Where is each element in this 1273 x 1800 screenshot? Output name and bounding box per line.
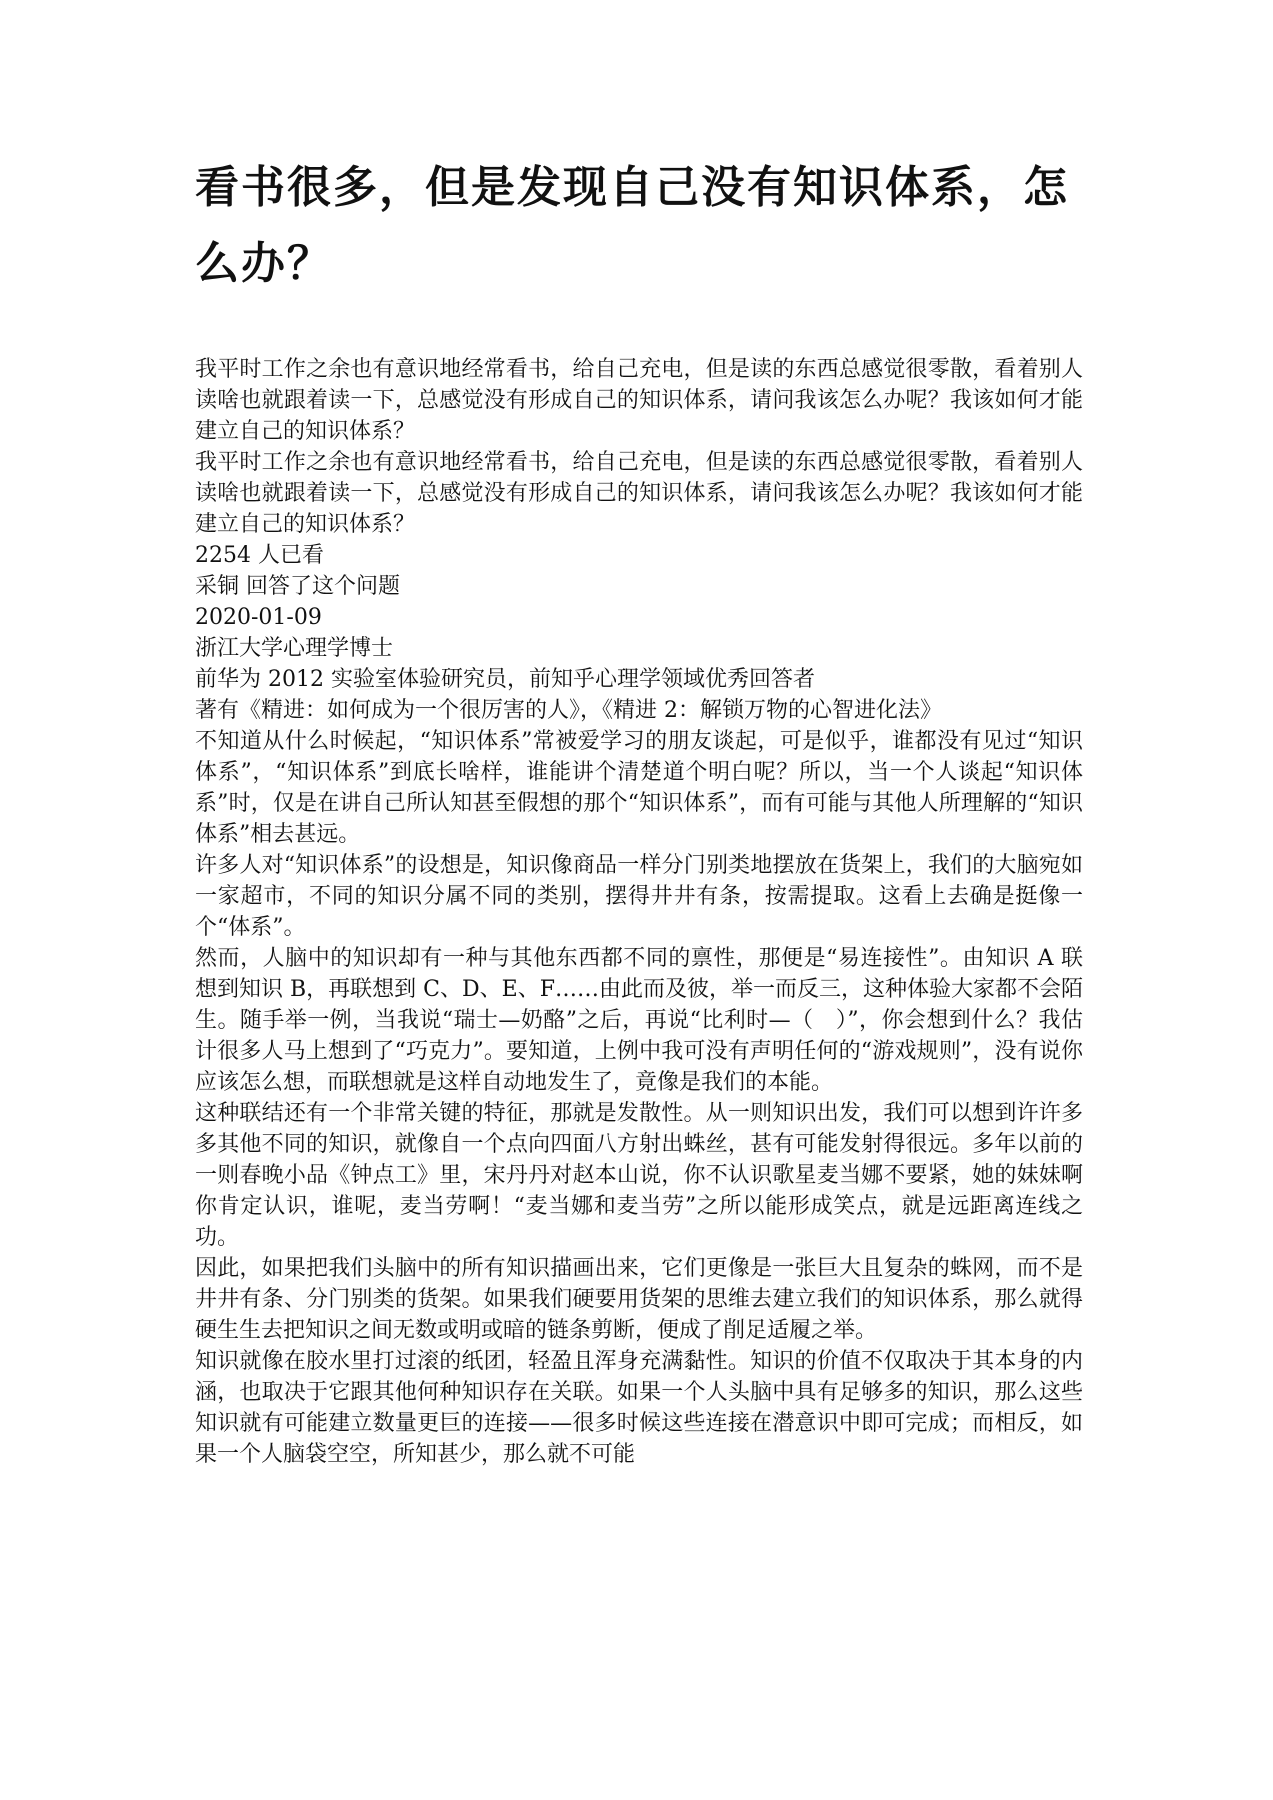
author-bio: 前华为 2012 实验室体验研究员，前知乎心理学领域优秀回答者 bbox=[195, 667, 815, 692]
document-page bbox=[195, 150, 1083, 1470]
document-body bbox=[195, 354, 1083, 1470]
answer-paragraph: 许多人对“知识体系”的设想是，知识像商品一样分门别类地摆放在货架上，我们的大脑宛如一家超市，不同的知识分属不同的类别，摆得井井有条，按需提取。这看上去确是挺像一个“体系”。 bbox=[195, 853, 1083, 940]
question-paragraph: 我平时工作之余也有意识地经常看书，给自己充电，但是读的东西总感觉很零散，看着别人读啥也就跟着读一下，总感觉没有形成自己的知识体系，请问我该怎么办呢？我该如何才能建立自己的知识体系？ bbox=[195, 450, 1083, 537]
author-bio: 著有《精进：如何成为一个很厉害的人》，《精进 2：解锁万物的心智进化法》 bbox=[195, 698, 942, 723]
answer-paragraph: 然而，人脑中的知识却有一种与其他东西都不同的禀性，那便是“易连接性”。由知识 A 联想到知识 B，再联想到 C、D、E、F……由此而及彼，举一而反三，这种体验大家都不会陌生。随手举一例，当我说“瑞士—奶酪”之后，再说“比利时—（ ）”，你会想到什么？我估计很多人马上想到了“巧克力”。要知道，上例中我可没有声明任何的“游戏规则”，没有说你应该怎么想，而联想就是这样自动地发生了，竟像是我们的本能。 bbox=[195, 946, 1083, 1095]
answerer-line: 采铜 回答了这个问题 bbox=[195, 574, 400, 599]
answer-paragraph: 知识就像在胶水里打过滚的纸团，轻盈且浑身充满黏性。知识的价值不仅取决于其本身的内涵，也取决于它跟其他何种知识存在关联。如果一个人头脑中具有足够多的知识，那么这些知识就有可能建立数量更巨的连接——很多时候这些连接在潜意识中即可完成；而相反，如果一个人脑袋空空，所知甚少，那么就不可能 bbox=[195, 1349, 1083, 1467]
document-title: 看书很多，但是发现自己没有知识体系，怎么办？ bbox=[195, 162, 1069, 289]
question-paragraph: 我平时工作之余也有意识地经常看书，给自己充电，但是读的东西总感觉很零散，看着别人读啥也就跟着读一下，总感觉没有形成自己的知识体系，请问我该怎么办呢？我该如何才能建立自己的知识体系？ bbox=[195, 357, 1083, 444]
author-bio: 浙江大学心理学博士 bbox=[195, 636, 394, 661]
answer-date: 2020-01-09 bbox=[195, 605, 322, 630]
answer-paragraph: 不知道从什么时候起，“知识体系”常被爱学习的朋友谈起，可是似乎，谁都没有见过“知识体系”，“知识体系”到底长啥样，谁能讲个清楚道个明白呢？所以，当一个人谈起“知识体系”时，仅是在讲自己所认知甚至假想的那个“知识体系”，而有可能与其他人所理解的“知识体系”相去甚远。 bbox=[195, 729, 1083, 847]
answer-paragraph: 这种联结还有一个非常关键的特征，那就是发散性。从一则知识出发，我们可以想到许许多多其他不同的知识，就像自一个点向四面八方射出蛛丝，甚有可能发射得很远。多年以前的一则春晚小品《钟点工》里，宋丹丹对赵本山说，你不认识歌星麦当娜不要紧，她的妹妹啊你肯定认识，谁呢，麦当劳啊！“麦当娜和麦当劳”之所以能形成笑点，就是远距离连线之功。 bbox=[195, 1101, 1083, 1250]
view-count: 2254 人已看 bbox=[195, 543, 324, 568]
answer-paragraph: 因此，如果把我们头脑中的所有知识描画出来，它们更像是一张巨大且复杂的蛛网，而不是井井有条、分门别类的货架。如果我们硬要用货架的思维去建立我们的知识体系，那么就得硬生生去把知识之间无数或明或暗的链条剪断，便成了削足适履之举。 bbox=[195, 1256, 1083, 1343]
